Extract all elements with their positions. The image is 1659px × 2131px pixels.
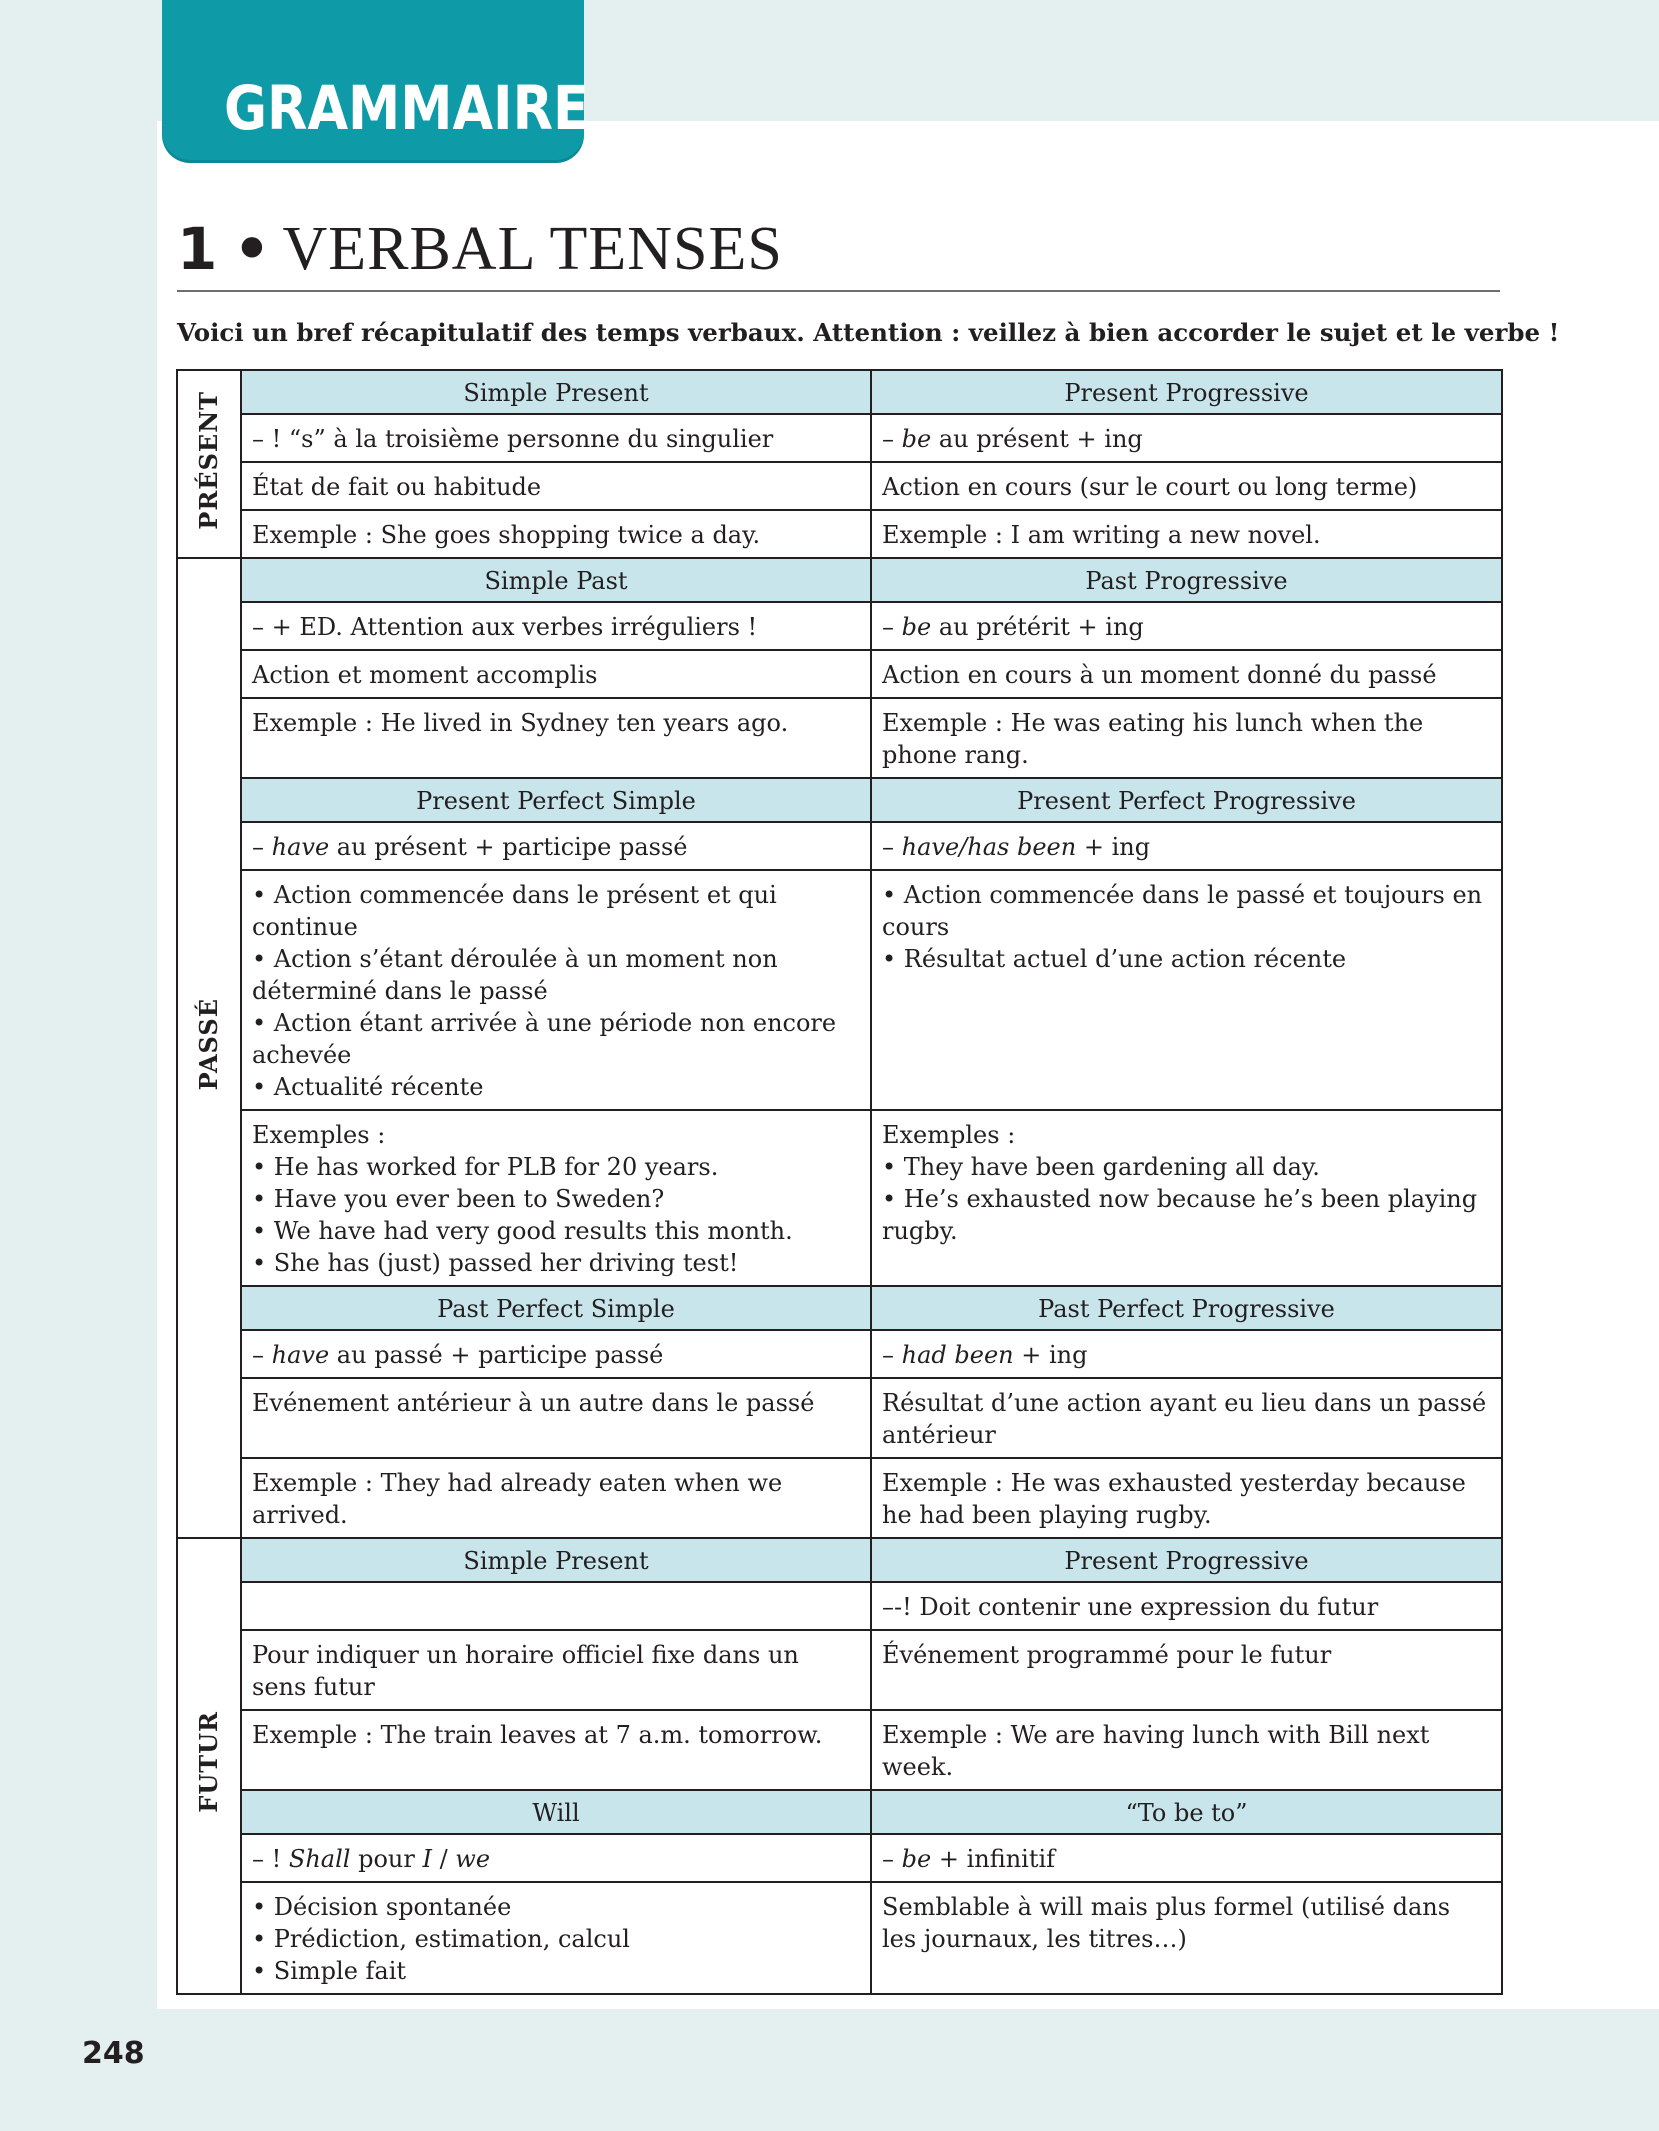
table-row: [177, 414, 1502, 462]
title-number: 1: [177, 215, 218, 283]
table-cell: Exemple : She goes shopping twice a day.: [241, 510, 871, 558]
table-row: [177, 778, 1502, 822]
italic-term: be: [901, 425, 932, 453]
table-cell: [241, 1330, 871, 1378]
list-item: • She has (just) passed her driving test!: [252, 1249, 739, 1277]
table-header: Simple Past: [241, 558, 871, 602]
empty-cell-text: [252, 1591, 860, 1623]
list-item: • Simple fait: [252, 1957, 407, 1985]
table-header: Will: [241, 1790, 871, 1834]
table-header: Present Progressive: [871, 370, 1502, 414]
table-row: [177, 822, 1502, 870]
list-item: • He’s exhausted now because he’s been playing rugby.: [882, 1185, 1478, 1245]
table-cell: Exemple : He was eating his lunch when the phone rang.: [871, 698, 1502, 778]
list-item: • Action commencée dans le présent et qui continue: [252, 881, 777, 941]
table-row: [177, 1630, 1502, 1710]
table-header: Present Perfect Progressive: [871, 778, 1502, 822]
cell-text: au prétérit + ing: [931, 613, 1144, 641]
table-header: Simple Present: [241, 370, 871, 414]
table-cell: [871, 870, 1502, 1110]
list-item: • We have had very good results this month.: [252, 1217, 793, 1245]
table-cell: – ! “s” à la troisième personne du singulier: [241, 414, 871, 462]
table-row: [177, 1286, 1502, 1330]
table-header: Present Progressive: [871, 1538, 1502, 1582]
table-row: [177, 1710, 1502, 1790]
table-row: [177, 1834, 1502, 1882]
table-cell: [871, 822, 1502, 870]
table-cell: Exemple : We are having lunch with Bill next week.: [871, 1710, 1502, 1790]
list-item: • Décision spontanée: [252, 1893, 512, 1921]
table-cell: Action en cours (sur le court ou long terme): [871, 462, 1502, 510]
list-item: • Action s’étant déroulée à un moment non déterminé dans le passé: [252, 945, 778, 1005]
table-cell: Action en cours à un moment donné du passé: [871, 650, 1502, 698]
table-cell: –-! Doit contenir une expression du futur: [871, 1582, 1502, 1630]
cell-text: + ing: [1076, 833, 1151, 861]
dash: –: [252, 1341, 272, 1369]
table-cell: Exemple : He was exhausted yesterday because he had been playing rugby.: [871, 1458, 1502, 1538]
cell-text: /: [431, 1845, 456, 1873]
table-header: “To be to”: [871, 1790, 1502, 1834]
table-cell: État de fait ou habitude: [241, 462, 871, 510]
section-tab-label: GRAMMAIRE: [224, 73, 589, 144]
dash: –: [882, 613, 902, 641]
table-cell: Exemple : I am writing a new novel.: [871, 510, 1502, 558]
side-label-present: PRÉSENT: [194, 390, 223, 530]
dash: –: [882, 425, 902, 453]
table-cell: [241, 870, 871, 1110]
table-cell: Pour indiquer un horaire officiel fixe dans un sens futur: [241, 1630, 871, 1710]
table-row: [177, 602, 1502, 650]
table-row: [177, 1790, 1502, 1834]
tenses-table: [176, 369, 1503, 1995]
side-label-cell: [177, 558, 241, 1538]
cell-text: + infinitif: [931, 1845, 1056, 1873]
italic-term: have: [271, 1341, 330, 1369]
table-header: Simple Present: [241, 1538, 871, 1582]
table-cell: Exemple : He lived in Sydney ten years ago.: [241, 698, 871, 778]
side-label-cell: [177, 1538, 241, 1994]
table-header: Past Progressive: [871, 558, 1502, 602]
table-cell: – + ED. Attention aux verbes irréguliers !: [241, 602, 871, 650]
table-cell: [871, 414, 1502, 462]
table-row: [177, 1582, 1502, 1630]
table-row: [177, 650, 1502, 698]
title-bullet: •: [233, 215, 271, 283]
table-row: [177, 1538, 1502, 1582]
cell-text: au passé + participe passé: [329, 1341, 664, 1369]
italic-term: have: [271, 833, 330, 861]
page-title: [177, 215, 783, 288]
table-header: Past Perfect Simple: [241, 1286, 871, 1330]
title-text: VERBAL TENSES: [282, 215, 783, 283]
list-item: • They have been gardening all day.: [882, 1153, 1320, 1181]
table-cell: Action et moment accomplis: [241, 650, 871, 698]
table-header: Present Perfect Simple: [241, 778, 871, 822]
table-cell: [241, 1110, 871, 1286]
table-cell: [871, 602, 1502, 650]
list-item: • He has worked for PLB for 20 years.: [252, 1153, 719, 1181]
table-cell: [241, 1882, 871, 1994]
section-tab: [162, 0, 589, 160]
table-row: [177, 1110, 1502, 1286]
table-row: [177, 1330, 1502, 1378]
side-label-futur: FUTUR: [194, 1711, 223, 1813]
intro-text: Voici un bref récapitulatif des temps verbaux. Attention : veillez à bien accorder le sujet et le verbe !: [177, 318, 1560, 347]
italic-term: have/has been: [901, 833, 1077, 861]
dash: –: [882, 1845, 902, 1873]
cell-text: au présent + participe passé: [329, 833, 688, 861]
dash: – !: [252, 1845, 289, 1873]
dash: –: [252, 833, 272, 861]
table-cell: Semblable à will mais plus formel (utilisé dans les journaux, les titres…): [871, 1882, 1502, 1994]
title-divider: [177, 290, 1500, 292]
table-row: [177, 462, 1502, 510]
table-cell: Evénement antérieur à un autre dans le passé: [241, 1378, 871, 1458]
list-item: • Actualité récente: [252, 1073, 484, 1101]
table-row: [177, 698, 1502, 778]
italic-term: had been: [901, 1341, 1014, 1369]
cell-text: au présent + ing: [931, 425, 1143, 453]
table-header: Past Perfect Progressive: [871, 1286, 1502, 1330]
list-item: • Prédiction, estimation, calcul: [252, 1925, 630, 1953]
table-row: [177, 370, 1502, 414]
dash: –: [882, 1341, 902, 1369]
italic-term: Shall: [288, 1845, 351, 1873]
cell-text: pour: [350, 1845, 423, 1873]
list-item: • Action commencée dans le passé et toujours en cours: [882, 881, 1483, 941]
table-cell: Exemple : They had already eaten when we arrived.: [241, 1458, 871, 1538]
cell-text: + ing: [1013, 1341, 1088, 1369]
list-item: Exemples :: [252, 1121, 386, 1149]
table-cell: [241, 1834, 871, 1882]
list-item: Exemples :: [882, 1121, 1016, 1149]
list-item: • Action étant arrivée à une période non encore achevée: [252, 1009, 837, 1069]
table-cell: [871, 1110, 1502, 1286]
side-label-passe: PASSÉ: [194, 997, 223, 1091]
italic-term: be: [901, 1845, 932, 1873]
table-row: [177, 558, 1502, 602]
table-row: [177, 1458, 1502, 1538]
table-cell: [241, 822, 871, 870]
italic-term: we: [455, 1845, 491, 1873]
list-item: • Have you ever been to Sweden?: [252, 1185, 665, 1213]
table-cell: [871, 1834, 1502, 1882]
table-cell: [871, 1330, 1502, 1378]
table-row: [177, 870, 1502, 1110]
table-cell: Résultat d’une action ayant eu lieu dans un passé antérieur: [871, 1378, 1502, 1458]
table-row: [177, 510, 1502, 558]
list-item: • Résultat actuel d’une action récente: [882, 945, 1347, 973]
page-number: 248: [82, 2036, 145, 2071]
table-row: [177, 1882, 1502, 1994]
table-row: [177, 1378, 1502, 1458]
table-cell: [241, 1582, 871, 1630]
italic-term: be: [901, 613, 932, 641]
table-cell: Événement programmé pour le futur: [871, 1630, 1502, 1710]
side-label-cell: [177, 370, 241, 558]
dash: –: [882, 833, 902, 861]
italic-term: I: [422, 1845, 432, 1873]
table-cell: Exemple : The train leaves at 7 a.m. tomorrow.: [241, 1710, 871, 1790]
